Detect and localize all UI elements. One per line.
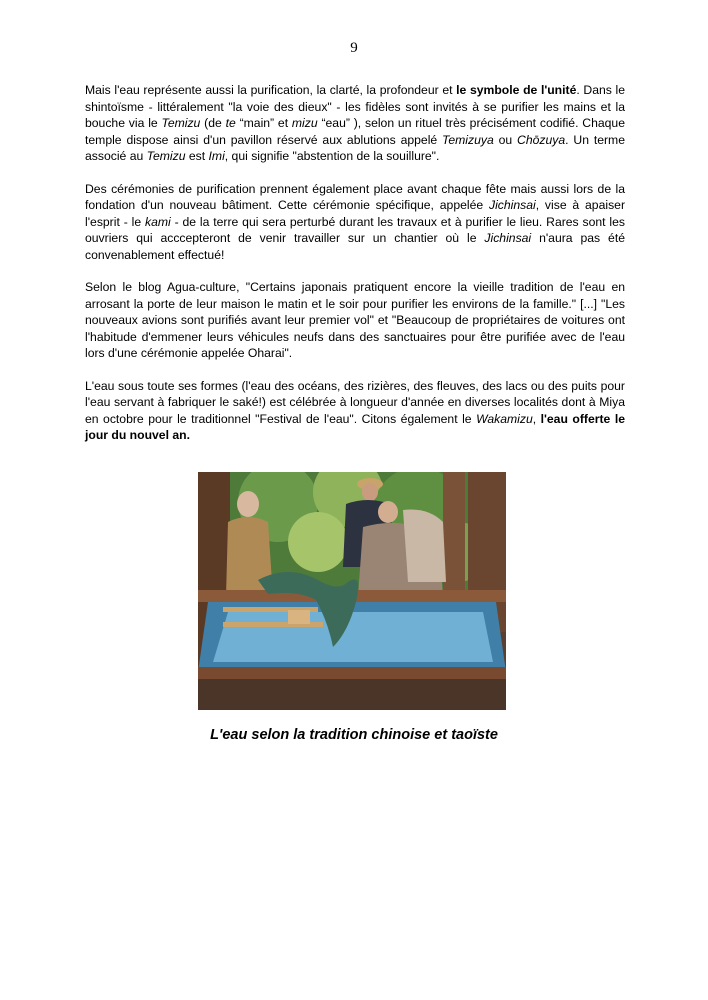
- text-run: ou: [493, 132, 518, 147]
- temizuya-photo: [198, 472, 506, 710]
- italic-term: Wakamizu: [476, 411, 533, 426]
- text-run: , qui signifie "abstention de la souillure".: [224, 149, 440, 163]
- paragraph: [85, 82, 625, 165]
- body-text: [85, 82, 625, 460]
- bold-text: le symbole de l'unité: [456, 83, 577, 97]
- italic-term: Jichinsai: [488, 198, 536, 212]
- text-run: (de: [200, 116, 226, 130]
- italic-term: Temizu: [146, 149, 186, 163]
- text-run: L'eau sous toute ses formes (l'eau des océans, des rizières, des fleuves, des lacs ou des puits pour l'eau servant à fabriquer le saké!) est célébrée à longueur d'année en diverses localités dont à Miya en octobre pour le traditionnel "Festival de l'eau". Citons également le: [85, 378, 625, 426]
- text-run: - de la terre qui sera perturbé durant les travaux et à purifier le lieu. Rares sont les ouvriers qui acccepteront de venir travailler sur un chantier où le: [85, 214, 625, 245]
- page-number: 9: [350, 40, 358, 56]
- italic-term: kami: [144, 214, 171, 229]
- text-run: . Un terme associé au: [85, 132, 625, 163]
- text-run: Mais l'eau représente aussi la purification, la clarté, la profondeur et: [85, 83, 457, 97]
- paragraph: [85, 378, 625, 444]
- text-run: Des cérémonies de purification prennent également place avant chaque fête mais aussi lors de la fondation d'un nouveau bâtiment. Cette cérémonie spécifique, appelée: [85, 181, 625, 212]
- text-run: Selon le blog Agua-culture, "Certains japonais pratiquent encore la vieille tradition de l'eau en arrosant la porte de leur maison le matin et le soir pour purifier les environs de la famille." [...] "Les nouveaux avions sont purifiés avant leur premier vol" et "Beaucoup de propriétaires de voitures ont l'habitude d'emmener leurs véhicules neufs dans des sanctuaires pour être purifiée avec de l'eau lors d'une cérémonie appelée Oharai".: [85, 280, 625, 360]
- text-run: . Dans le shintoïsme - littéralement "la voie des dieux" - les fidèles sont invités à se purifier les mains et la bouche via le: [85, 83, 625, 130]
- italic-term: Temizuya: [442, 132, 494, 147]
- italic-term: Jichinsai: [484, 231, 532, 245]
- italic-term: mizu: [291, 116, 318, 130]
- paragraph: [85, 181, 625, 264]
- text-run: , vise à apaiser l'esprit - le: [85, 198, 625, 229]
- italic-term: Temizu: [161, 116, 201, 130]
- bold-text: l'eau offerte le jour du nouvel an.: [85, 411, 625, 442]
- italic-term: Chōzuya: [517, 132, 566, 147]
- figure-caption: L'eau selon la tradition chinoise et taoïste: [210, 727, 498, 743]
- italic-term: te: [225, 116, 236, 130]
- paragraph: [85, 279, 625, 362]
- italic-term: Imi: [208, 149, 225, 163]
- text-run: est: [185, 149, 209, 163]
- text-run: n'aura pas été convenablement effectué!: [85, 231, 625, 262]
- text-run: “main” et: [235, 116, 292, 130]
- text-run: “eau” ), selon un rituel très précisément codifié. Chaque temple dispose ainsi d'un pavillon réservé aux ablutions appelé: [85, 116, 625, 147]
- text-run: ,: [532, 411, 541, 426]
